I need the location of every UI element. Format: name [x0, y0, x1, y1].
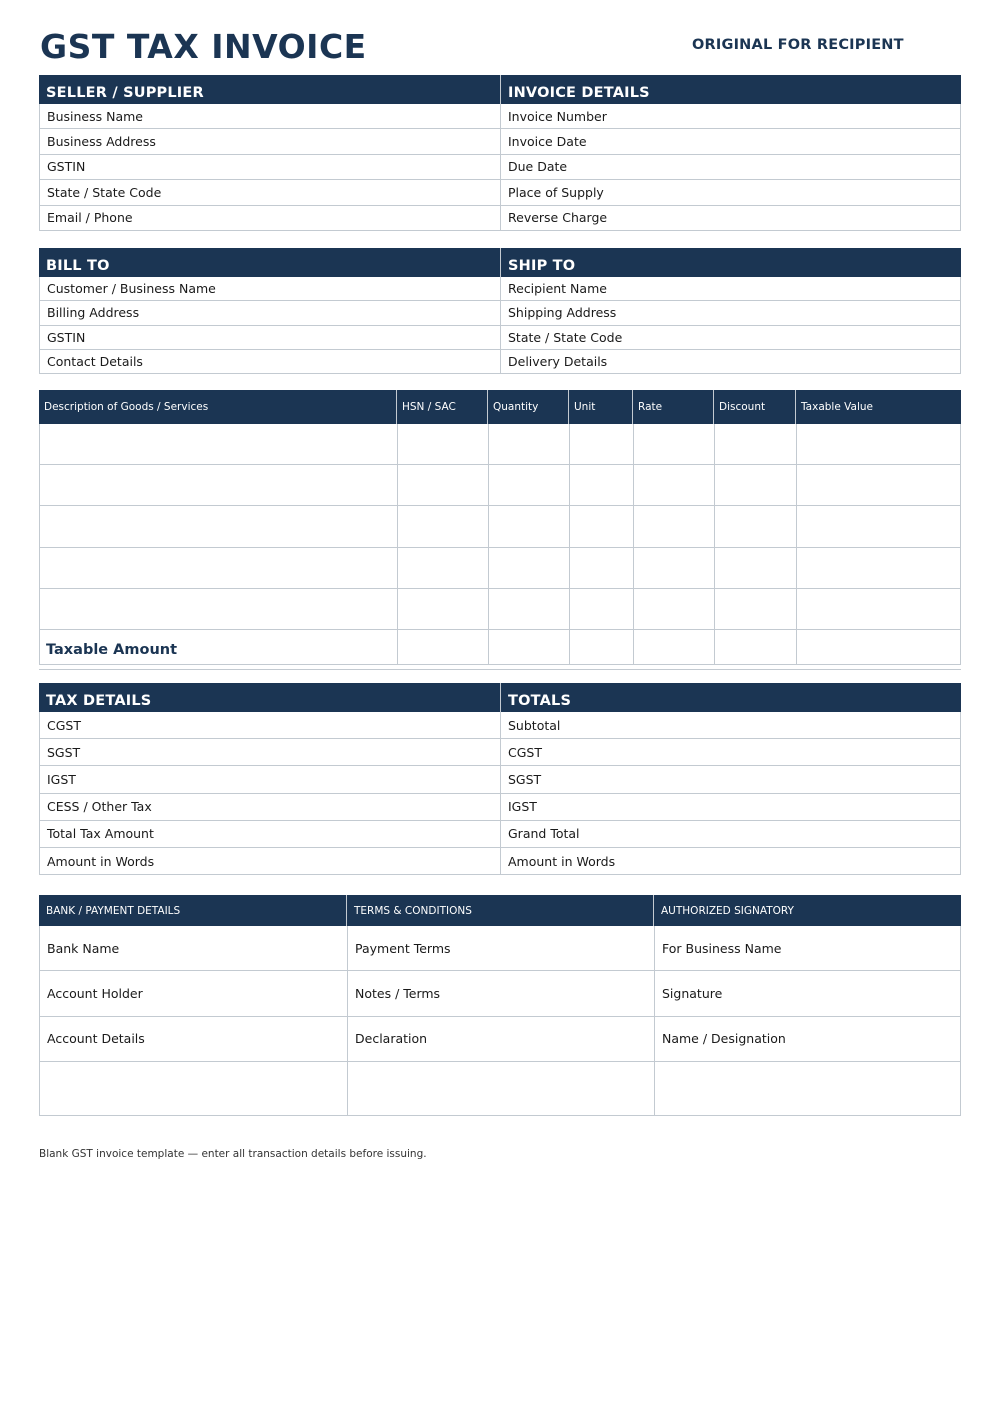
quantity-cell[interactable]: [488, 589, 569, 629]
ship-field[interactable]: Shipping Address: [500, 301, 960, 324]
hsn-cell[interactable]: [397, 589, 488, 629]
tax-field[interactable]: CGST: [47, 717, 81, 733]
tax-field[interactable]: IGST: [47, 771, 76, 787]
taxable-value-cell[interactable]: [796, 465, 960, 505]
tax-field[interactable]: CESS / Other Tax: [47, 799, 152, 815]
table-row: [39, 971, 961, 1016]
total-unit-cell[interactable]: [569, 630, 633, 664]
taxable-value-cell[interactable]: [796, 424, 960, 464]
invoice-field[interactable]: Invoice Number: [500, 104, 960, 128]
totals-field[interactable]: Subtotal: [500, 712, 960, 738]
total-taxable-value-cell[interactable]: [796, 630, 960, 664]
totals-field[interactable]: SGST: [500, 766, 960, 792]
discount-cell[interactable]: [714, 465, 796, 505]
bill-to-heading: BILL TO: [46, 258, 110, 274]
seller-heading: SELLER / SUPPLIER: [46, 85, 204, 101]
seller-field[interactable]: State / State Code: [47, 184, 162, 200]
column-header-hsn: HSN / SAC: [396, 390, 487, 424]
table-row: [39, 104, 961, 129]
tax-field[interactable]: Amount in Words: [47, 853, 155, 869]
bank-blank-cell[interactable]: [40, 1062, 347, 1115]
table-row: [39, 155, 961, 180]
item-row: [39, 465, 961, 506]
tax-details-heading: TAX DETAILS: [46, 693, 152, 709]
item-row: [39, 506, 961, 547]
quantity-cell[interactable]: [488, 424, 569, 464]
terms-blank-cell[interactable]: [347, 1062, 654, 1115]
tax-field[interactable]: SGST: [47, 744, 81, 760]
column-header-discount: Discount: [713, 390, 795, 424]
table-row: [39, 1017, 961, 1062]
table-row: [39, 129, 961, 154]
seller-field[interactable]: GSTIN: [47, 159, 86, 175]
hsn-cell[interactable]: [397, 424, 488, 464]
unit-cell[interactable]: [569, 548, 633, 588]
table-row: [39, 180, 961, 205]
taxable-value-cell[interactable]: [796, 589, 960, 629]
signatory-field[interactable]: Name / Designation: [654, 1017, 960, 1061]
unit-cell[interactable]: [569, 589, 633, 629]
table-row: [39, 206, 961, 231]
table-row: [39, 926, 961, 971]
quantity-cell[interactable]: [488, 506, 569, 546]
description-cell[interactable]: [40, 424, 397, 464]
footnote: Blank GST invoice template — enter all transaction details before issuing.: [39, 1148, 427, 1160]
bill-field[interactable]: Billing Address: [47, 305, 140, 321]
description-cell[interactable]: [40, 589, 397, 629]
terms-heading: TERMS & CONDITIONS: [346, 895, 653, 926]
description-cell[interactable]: [40, 465, 397, 505]
item-row: [39, 589, 961, 630]
column-header-rate: Rate: [632, 390, 713, 424]
bill-field[interactable]: GSTIN: [47, 329, 86, 345]
quantity-cell[interactable]: [488, 465, 569, 505]
table-row: [39, 794, 961, 821]
ship-field[interactable]: Recipient Name: [500, 277, 960, 300]
bank-field[interactable]: Bank Name: [47, 940, 120, 956]
total-hsn-cell[interactable]: [397, 630, 488, 664]
bill-ship-section: [39, 248, 961, 374]
rate-cell[interactable]: [633, 465, 714, 505]
seller-field[interactable]: Email / Phone: [47, 210, 133, 226]
description-cell[interactable]: [40, 506, 397, 546]
bank-heading: BANK / PAYMENT DETAILS: [46, 904, 181, 917]
hsn-cell[interactable]: [397, 465, 488, 505]
table-row: [39, 277, 961, 301]
terms-field[interactable]: Payment Terms: [347, 926, 654, 970]
section-header: [39, 683, 961, 712]
table-row: [39, 821, 961, 848]
invoice-field[interactable]: Reverse Charge: [500, 206, 960, 230]
discount-cell[interactable]: [714, 548, 796, 588]
table-row: [39, 350, 961, 374]
signatory-field[interactable]: Signature: [654, 971, 960, 1015]
totals-field[interactable]: IGST: [500, 794, 960, 820]
bill-field[interactable]: Customer / Business Name: [47, 281, 216, 297]
discount-cell[interactable]: [714, 506, 796, 546]
terms-field[interactable]: Notes / Terms: [347, 971, 654, 1015]
signatory-heading: AUTHORIZED SIGNATORY: [653, 895, 961, 926]
totals-field[interactable]: CGST: [500, 739, 960, 765]
rate-cell[interactable]: [633, 506, 714, 546]
discount-cell[interactable]: [714, 589, 796, 629]
terms-field[interactable]: Declaration: [347, 1017, 654, 1061]
taxable-amount-row: [39, 630, 961, 665]
taxable-value-cell[interactable]: [796, 548, 960, 588]
tax-totals-section: [39, 683, 961, 875]
section-header: [39, 248, 961, 277]
discount-cell[interactable]: [714, 424, 796, 464]
seller-field[interactable]: Business Address: [47, 134, 156, 150]
bill-field[interactable]: Contact Details: [47, 354, 143, 370]
column-header-unit: Unit: [568, 390, 632, 424]
copy-label: ORIGINAL FOR RECIPIENT: [692, 37, 904, 53]
column-header-taxable-value: Taxable Value: [795, 390, 961, 424]
unit-cell[interactable]: [569, 506, 633, 546]
hsn-cell[interactable]: [397, 548, 488, 588]
description-cell[interactable]: [40, 548, 397, 588]
column-header-quantity: Quantity: [487, 390, 568, 424]
item-row: [39, 424, 961, 465]
divider: [39, 669, 961, 670]
hsn-cell[interactable]: [397, 506, 488, 546]
quantity-cell[interactable]: [488, 548, 569, 588]
taxable-amount-label: Taxable Amount: [46, 641, 178, 658]
taxable-value-cell[interactable]: [796, 506, 960, 546]
invoice-details-heading: INVOICE DETAILS: [500, 75, 961, 104]
unit-cell[interactable]: [569, 424, 633, 464]
bank-field[interactable]: Account Details: [47, 1031, 145, 1047]
items-table: [39, 390, 961, 665]
ship-field[interactable]: State / State Code: [500, 326, 960, 349]
items-header: [39, 390, 961, 424]
signatory-blank-cell[interactable]: [654, 1062, 960, 1115]
invoice-field[interactable]: Due Date: [500, 155, 960, 179]
invoice-field[interactable]: Place of Supply: [500, 180, 960, 204]
totals-field[interactable]: Amount in Words: [500, 848, 960, 874]
total-discount-cell[interactable]: [714, 630, 796, 664]
section-header: [39, 895, 961, 926]
rate-cell[interactable]: [633, 424, 714, 464]
bank-terms-signatory-section: [39, 895, 961, 1116]
totals-field[interactable]: Grand Total: [500, 821, 960, 847]
invoice-field[interactable]: Invoice Date: [500, 129, 960, 153]
seller-invoice-section: [39, 75, 961, 231]
item-row: [39, 548, 961, 589]
section-header: [39, 75, 961, 104]
totals-heading: TOTALS: [500, 683, 961, 712]
bank-field[interactable]: Account Holder: [47, 985, 143, 1001]
unit-cell[interactable]: [569, 465, 633, 505]
table-row: [39, 848, 961, 875]
seller-field[interactable]: Business Name: [47, 108, 143, 124]
table-row: [39, 766, 961, 793]
column-header-description: Description of Goods / Services: [44, 401, 209, 413]
invoice-title: GST TAX INVOICE: [40, 27, 367, 66]
table-row: [39, 712, 961, 739]
table-row: [39, 301, 961, 325]
rate-cell[interactable]: [633, 548, 714, 588]
table-row: [39, 326, 961, 350]
total-quantity-cell[interactable]: [488, 630, 569, 664]
tax-field[interactable]: Total Tax Amount: [47, 826, 154, 842]
table-row: [39, 1062, 961, 1116]
ship-to-heading: SHIP TO: [500, 248, 961, 277]
rate-cell[interactable]: [633, 589, 714, 629]
table-row: [39, 739, 961, 766]
ship-field[interactable]: Delivery Details: [500, 350, 960, 373]
total-rate-cell[interactable]: [633, 630, 714, 664]
signatory-field[interactable]: For Business Name: [654, 926, 960, 970]
